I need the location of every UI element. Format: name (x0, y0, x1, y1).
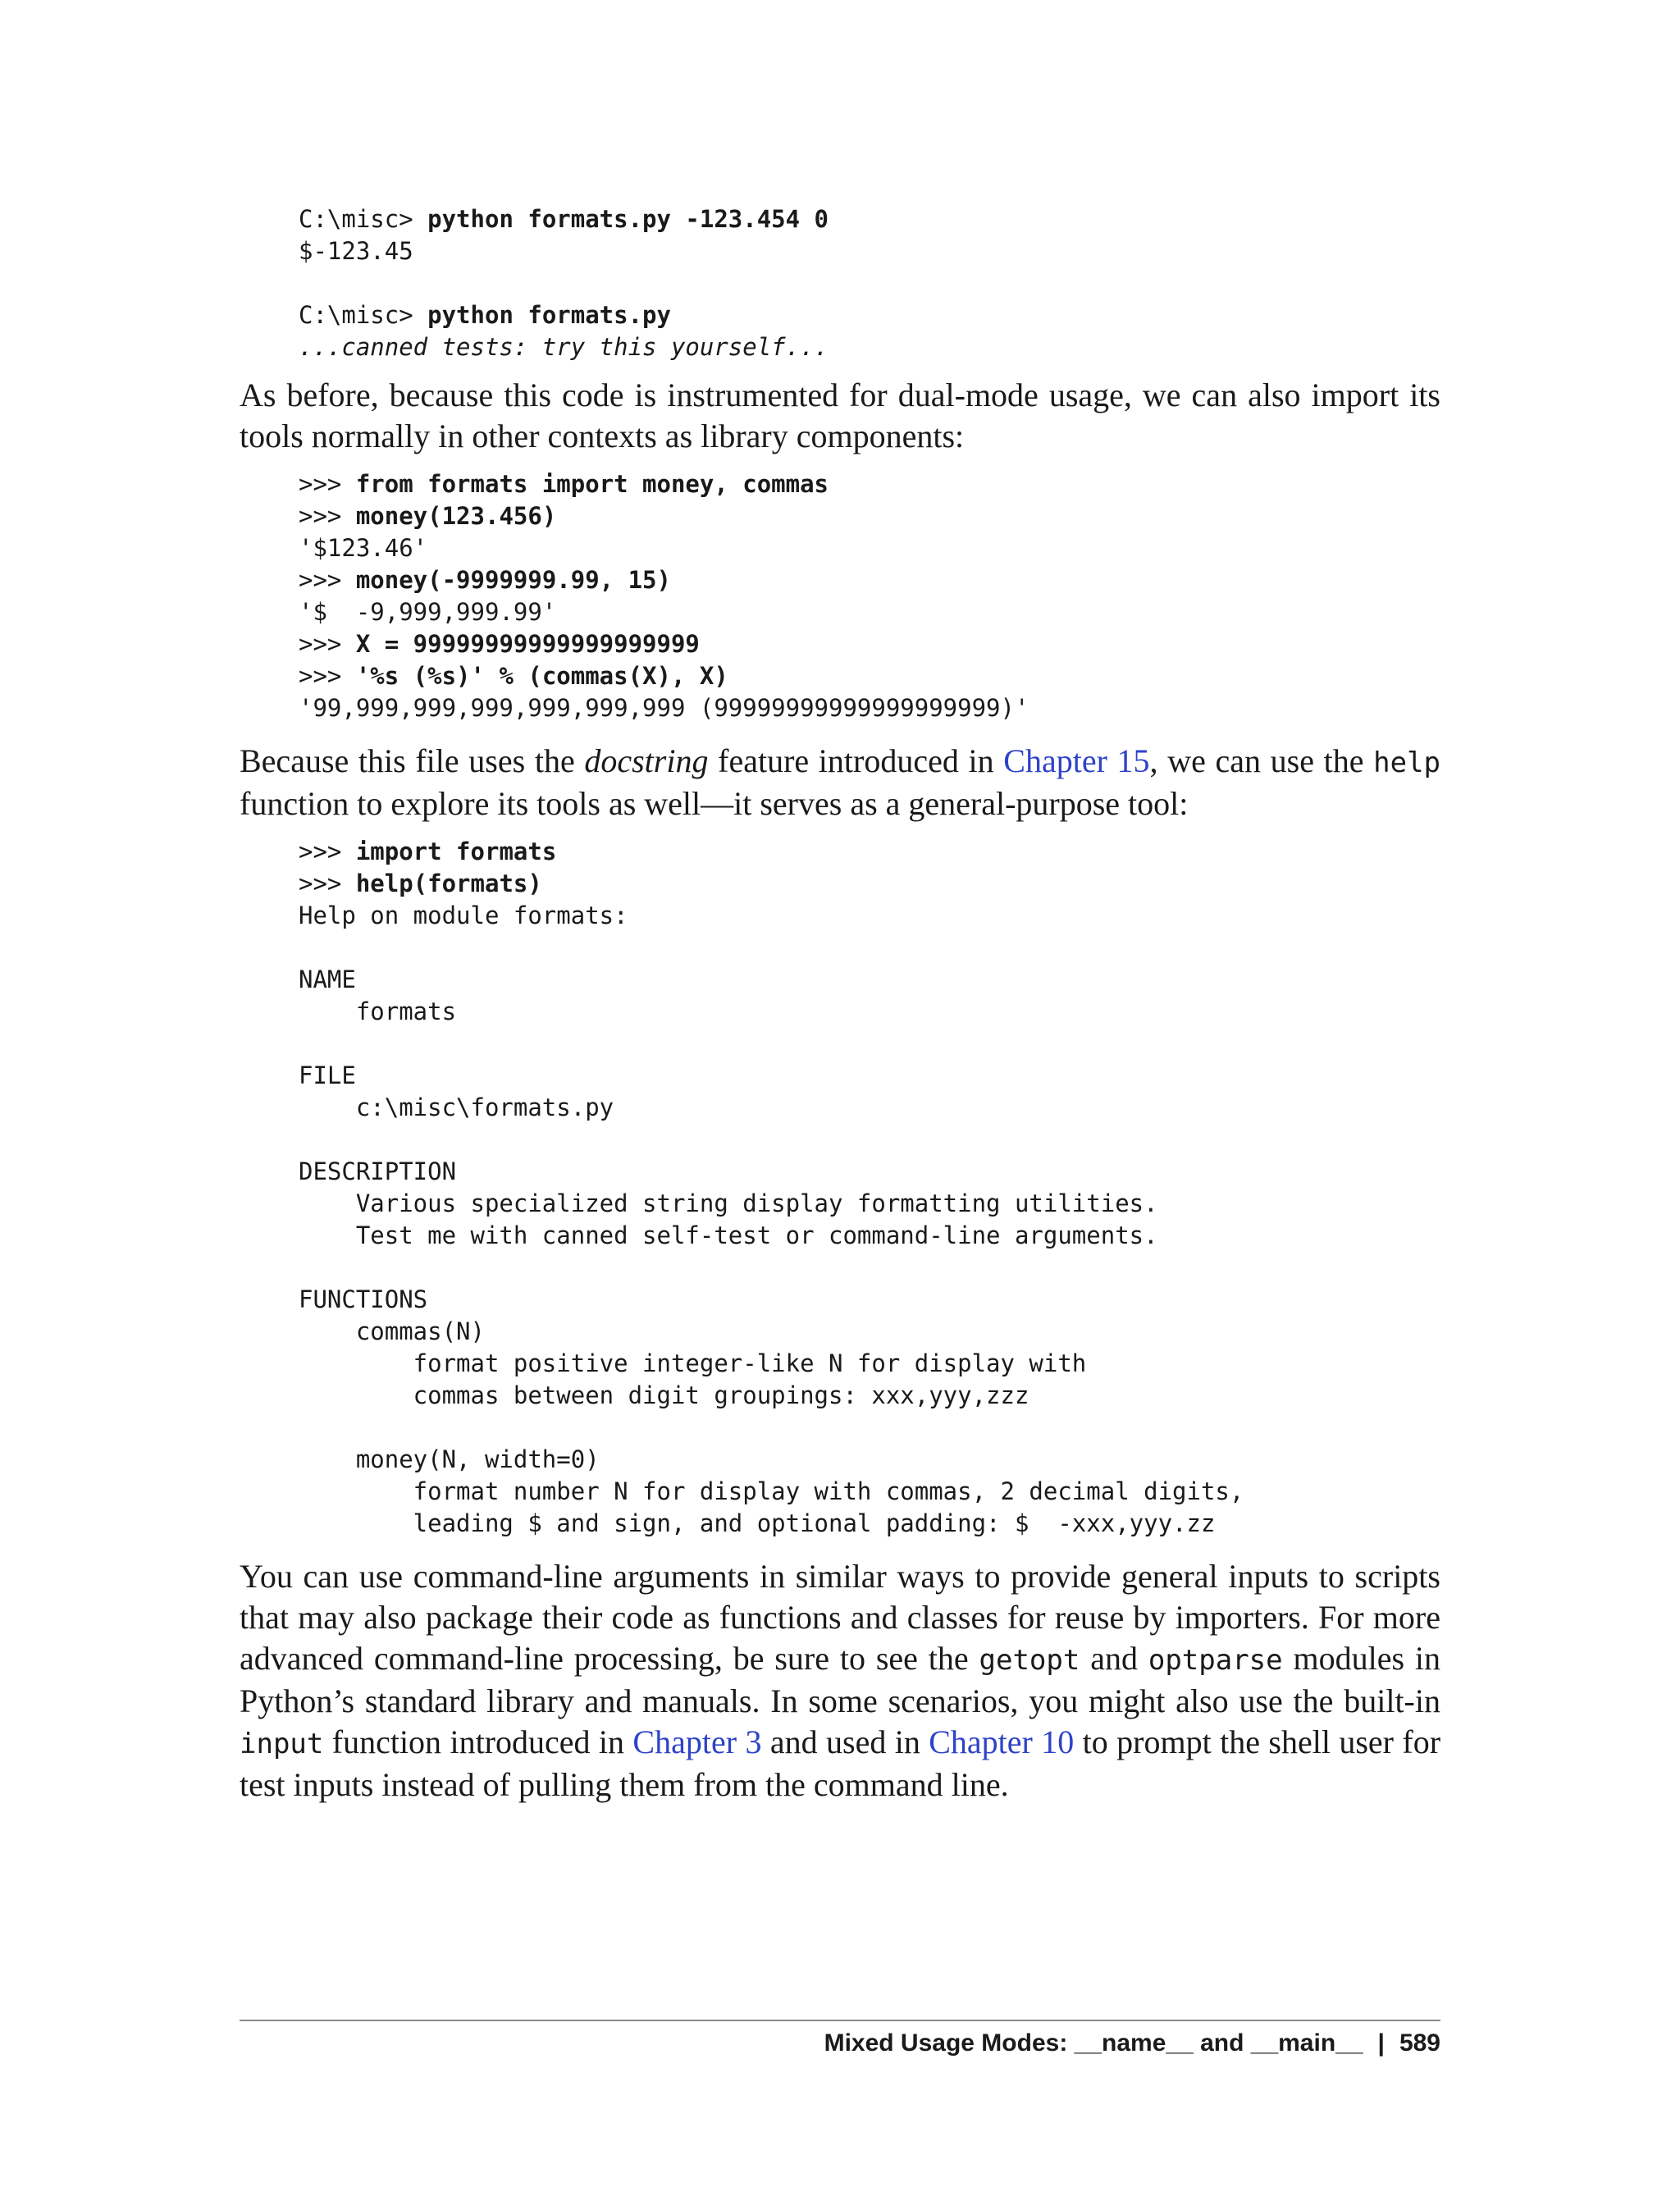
inline-code-help: help (1373, 746, 1441, 779)
paragraph-import-usage: As before, because this code is instrumented for dual-mode usage, we can also import its tools normally in other contexts as library components: (240, 377, 1440, 454)
code-line (299, 1188, 1440, 1220)
code-output: '$ -9,999,999.99' (299, 598, 557, 626)
code-block-shell-run (299, 203, 1440, 363)
code-output: commas between digit groupings: xxx,yyy,zzz (299, 1381, 1029, 1409)
code-output: format number N for display with commas, 2 decimal digits, (299, 1477, 1244, 1505)
code-output: NAME (299, 966, 356, 993)
code-prompt: >>> (299, 838, 356, 865)
code-prompt: >>> (299, 630, 356, 658)
page-number: 589 (1399, 2029, 1440, 2057)
code-line (299, 1092, 1440, 1124)
code-line (299, 1380, 1440, 1412)
code-output: commas(N) (299, 1317, 485, 1345)
code-prompt: >>> (299, 870, 356, 897)
code-command: from formats import money, commas (355, 470, 829, 498)
code-line (299, 996, 1440, 1028)
code-line (299, 1316, 1440, 1348)
page-footer (824, 2029, 1440, 2057)
paragraph-command-line-args: You can use command-line arguments in similar ways to provide general inputs to scripts that may also package their code as functions and classes for reuse by importers. For more advanced command-line processing, be sure to see the getopt and optparse modules in Python’s standard library and manuals. In some scenarios, you might also use the built-in input function introduced in Chapter 3 and used in Chapter 10 to prompt the shell user for test inputs instead of pulling them from the command line. (240, 1558, 1441, 1803)
code-output: DESCRIPTION (299, 1157, 457, 1185)
code-command: import formats (355, 838, 557, 865)
code-prompt: >>> (299, 662, 356, 690)
code-line (299, 692, 1440, 724)
link-chapter-3[interactable]: Chapter 3 (632, 1723, 762, 1760)
code-line (299, 1476, 1440, 1508)
page-content (240, 203, 1440, 1806)
code-block-interactive-import (299, 468, 1440, 724)
code-prompt: >>> (299, 502, 356, 530)
link-chapter-15[interactable]: Chapter 15 (1003, 742, 1150, 779)
code-line (299, 1508, 1440, 1540)
code-output: Various specialized string display formatting utilities. (299, 1189, 1158, 1217)
inline-code-getopt: getopt (979, 1644, 1080, 1677)
code-command: python formats.py (427, 301, 671, 329)
code-output: c:\misc\formats.py (299, 1093, 614, 1121)
code-block-help-output (299, 836, 1440, 1540)
code-line (299, 964, 1440, 996)
paragraph-docstring-help: Because this file uses the docstring feature introduced in Chapter 15, we can use the help function to explore its tools as well—it serves as a general-purpose tool: (240, 742, 1441, 822)
code-line (299, 267, 1440, 299)
code-line (299, 1060, 1440, 1092)
code-command: help(formats) (355, 870, 542, 897)
code-line (299, 532, 1440, 564)
code-output: FUNCTIONS (299, 1285, 428, 1313)
code-line (299, 1156, 1440, 1188)
code-line (299, 1220, 1440, 1252)
code-line (299, 1444, 1440, 1476)
code-line (299, 1252, 1440, 1284)
code-line (299, 1124, 1440, 1156)
inline-code-optparse: optparse (1148, 1644, 1283, 1677)
code-output: '99,999,999,999,999,999,999 (99999999999999999999)' (299, 694, 1029, 722)
footer-separator: | (1377, 2029, 1385, 2057)
code-output: Test me with canned self-test or command-line arguments. (299, 1221, 1158, 1249)
code-line (299, 331, 1440, 363)
code-line (299, 235, 1440, 267)
code-command: python formats.py -123.454 0 (427, 205, 829, 233)
code-line (299, 468, 1440, 500)
code-line (299, 500, 1440, 532)
code-output: FILE (299, 1061, 356, 1089)
code-command: money(-9999999.99, 15) (355, 566, 671, 594)
code-line (299, 203, 1440, 235)
code-line (299, 564, 1440, 596)
inline-code-input: input (240, 1728, 324, 1760)
code-output: formats (299, 998, 457, 1025)
code-output: leading $ and sign, and optional padding: $ -xxx,yyy.zz (299, 1509, 1216, 1537)
code-line (299, 1348, 1440, 1380)
code-line (299, 868, 1440, 900)
code-line (299, 596, 1440, 628)
code-line (299, 1412, 1440, 1444)
code-line (299, 1284, 1440, 1316)
code-output: $-123.45 (299, 237, 413, 265)
code-line (299, 1028, 1440, 1060)
footer-rule (240, 2020, 1440, 2021)
code-line (299, 628, 1440, 660)
code-command: money(123.456) (355, 502, 557, 530)
code-line (299, 660, 1440, 692)
code-prompt: >>> (299, 566, 356, 594)
running-section-title: Mixed Usage Modes: __name__ and __main__ (824, 2029, 1363, 2057)
docstring-term: docstring (584, 742, 709, 779)
code-command: X = 99999999999999999999 (355, 630, 700, 658)
code-line (299, 932, 1440, 964)
code-command: '%s (%s)' % (commas(X), X) (355, 662, 728, 690)
code-output-italic: ...canned tests: try this yourself... (299, 333, 829, 361)
code-prompt: C:\misc> (299, 205, 428, 233)
code-output: format positive integer-like N for display with (299, 1349, 1087, 1377)
code-line (299, 836, 1440, 868)
code-prompt: >>> (299, 470, 356, 498)
code-output: Help on module formats: (299, 902, 628, 929)
code-line (299, 299, 1440, 331)
code-output: '$123.46' (299, 534, 428, 562)
code-line (299, 900, 1440, 932)
link-chapter-10[interactable]: Chapter 10 (929, 1723, 1075, 1760)
code-output: money(N, width=0) (299, 1445, 600, 1473)
code-prompt: C:\misc> (299, 301, 428, 329)
